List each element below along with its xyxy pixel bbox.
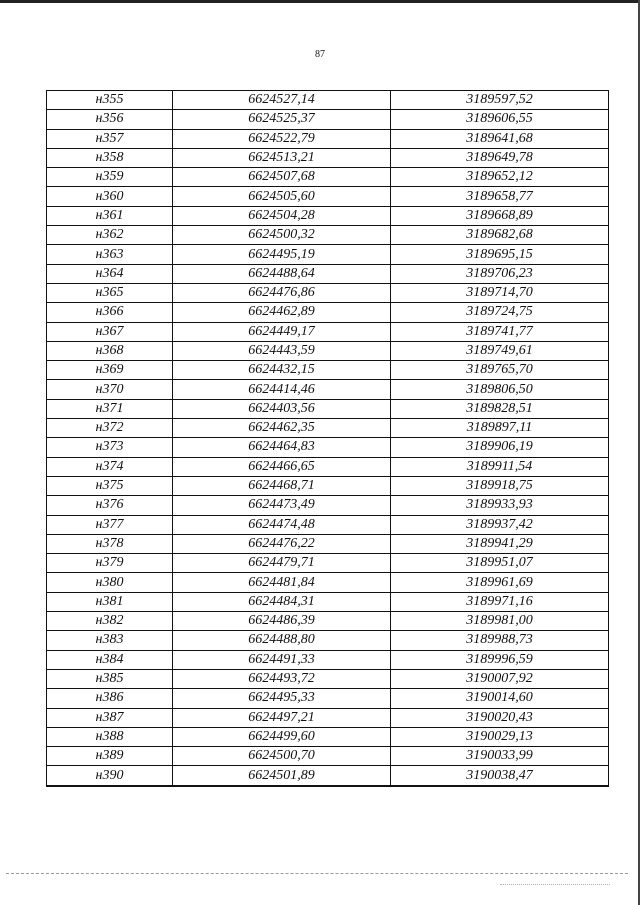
x-coordinate-cell: 6624493,72 bbox=[173, 669, 391, 688]
point-id-cell: н386 bbox=[47, 689, 173, 708]
scan-artifact-line bbox=[6, 873, 628, 875]
table-row bbox=[47, 361, 609, 380]
x-coordinate-cell: 6624501,89 bbox=[173, 766, 391, 786]
y-coordinate-cell: 3189668,89 bbox=[391, 206, 609, 225]
y-coordinate-cell: 3189765,70 bbox=[391, 361, 609, 380]
x-coordinate-cell: 6624505,60 bbox=[173, 187, 391, 206]
point-id-cell: н373 bbox=[47, 438, 173, 457]
y-coordinate-cell: 3189724,75 bbox=[391, 303, 609, 322]
point-id-cell: н364 bbox=[47, 264, 173, 283]
y-coordinate-cell: 3190014,60 bbox=[391, 689, 609, 708]
x-coordinate-cell: 6624462,89 bbox=[173, 303, 391, 322]
table-row bbox=[47, 554, 609, 573]
point-id-cell: н369 bbox=[47, 361, 173, 380]
table-row bbox=[47, 129, 609, 148]
y-coordinate-cell: 3189906,19 bbox=[391, 438, 609, 457]
table-row bbox=[47, 515, 609, 534]
y-coordinate-cell: 3189996,59 bbox=[391, 650, 609, 669]
table-row bbox=[47, 303, 609, 322]
y-coordinate-cell: 3189714,70 bbox=[391, 283, 609, 302]
x-coordinate-cell: 6624466,65 bbox=[173, 457, 391, 476]
point-id-cell: н363 bbox=[47, 245, 173, 264]
point-id-cell: н384 bbox=[47, 650, 173, 669]
y-coordinate-cell: 3189695,15 bbox=[391, 245, 609, 264]
point-id-cell: н362 bbox=[47, 226, 173, 245]
x-coordinate-cell: 6624495,19 bbox=[173, 245, 391, 264]
table-row bbox=[47, 91, 609, 110]
x-coordinate-cell: 6624497,21 bbox=[173, 708, 391, 727]
x-coordinate-cell: 6624525,37 bbox=[173, 110, 391, 129]
y-coordinate-cell: 3190029,13 bbox=[391, 727, 609, 746]
x-coordinate-cell: 6624484,31 bbox=[173, 592, 391, 611]
point-id-cell: н377 bbox=[47, 515, 173, 534]
y-coordinate-cell: 3189961,69 bbox=[391, 573, 609, 592]
point-id-cell: н356 bbox=[47, 110, 173, 129]
table-row bbox=[47, 708, 609, 727]
y-coordinate-cell: 3189641,68 bbox=[391, 129, 609, 148]
page-number: 87 bbox=[315, 49, 325, 60]
x-coordinate-cell: 6624479,71 bbox=[173, 554, 391, 573]
y-coordinate-cell: 3189749,61 bbox=[391, 341, 609, 360]
x-coordinate-cell: 6624507,68 bbox=[173, 168, 391, 187]
y-coordinate-cell: 3189951,07 bbox=[391, 554, 609, 573]
point-id-cell: н388 bbox=[47, 727, 173, 746]
point-id-cell: н376 bbox=[47, 496, 173, 515]
table-row bbox=[47, 496, 609, 515]
point-id-cell: н368 bbox=[47, 341, 173, 360]
x-coordinate-cell: 6624481,84 bbox=[173, 573, 391, 592]
table-row bbox=[47, 727, 609, 746]
y-coordinate-cell: 3189606,55 bbox=[391, 110, 609, 129]
x-coordinate-cell: 6624449,17 bbox=[173, 322, 391, 341]
x-coordinate-cell: 6624464,83 bbox=[173, 438, 391, 457]
table-row bbox=[47, 148, 609, 167]
y-coordinate-cell: 3189971,16 bbox=[391, 592, 609, 611]
x-coordinate-cell: 6624414,46 bbox=[173, 380, 391, 399]
x-coordinate-cell: 6624443,59 bbox=[173, 341, 391, 360]
x-coordinate-cell: 6624468,71 bbox=[173, 476, 391, 495]
y-coordinate-cell: 3189937,42 bbox=[391, 515, 609, 534]
point-id-cell: н360 bbox=[47, 187, 173, 206]
x-coordinate-cell: 6624462,35 bbox=[173, 419, 391, 438]
point-id-cell: н374 bbox=[47, 457, 173, 476]
table-row bbox=[47, 747, 609, 766]
table-row bbox=[47, 264, 609, 283]
table-row bbox=[47, 110, 609, 129]
x-coordinate-cell: 6624513,21 bbox=[173, 148, 391, 167]
point-id-cell: н372 bbox=[47, 419, 173, 438]
table-row bbox=[47, 206, 609, 225]
y-coordinate-cell: 3189706,23 bbox=[391, 264, 609, 283]
table-row bbox=[47, 341, 609, 360]
y-coordinate-cell: 3189741,77 bbox=[391, 322, 609, 341]
point-id-cell: н387 bbox=[47, 708, 173, 727]
x-coordinate-cell: 6624500,32 bbox=[173, 226, 391, 245]
point-id-cell: н361 bbox=[47, 206, 173, 225]
table-row bbox=[47, 612, 609, 631]
point-id-cell: н390 bbox=[47, 766, 173, 786]
point-id-cell: н355 bbox=[47, 91, 173, 110]
x-coordinate-cell: 6624476,22 bbox=[173, 534, 391, 553]
point-id-cell: н378 bbox=[47, 534, 173, 553]
coordinates-table bbox=[46, 90, 609, 787]
table-row bbox=[47, 457, 609, 476]
table-row bbox=[47, 689, 609, 708]
x-coordinate-cell: 6624491,33 bbox=[173, 650, 391, 669]
point-id-cell: н383 bbox=[47, 631, 173, 650]
table-row bbox=[47, 534, 609, 553]
table-row bbox=[47, 766, 609, 786]
x-coordinate-cell: 6624486,39 bbox=[173, 612, 391, 631]
y-coordinate-cell: 3189658,77 bbox=[391, 187, 609, 206]
table-row bbox=[47, 168, 609, 187]
table-row bbox=[47, 573, 609, 592]
y-coordinate-cell: 3189682,68 bbox=[391, 226, 609, 245]
point-id-cell: н370 bbox=[47, 380, 173, 399]
y-coordinate-cell: 3189597,52 bbox=[391, 91, 609, 110]
y-coordinate-cell: 3190033,99 bbox=[391, 747, 609, 766]
point-id-cell: н380 bbox=[47, 573, 173, 592]
table-row bbox=[47, 226, 609, 245]
y-coordinate-cell: 3189981,00 bbox=[391, 612, 609, 631]
y-coordinate-cell: 3189652,12 bbox=[391, 168, 609, 187]
y-coordinate-cell: 3190007,92 bbox=[391, 669, 609, 688]
x-coordinate-cell: 6624488,80 bbox=[173, 631, 391, 650]
y-coordinate-cell: 3189897,11 bbox=[391, 419, 609, 438]
point-id-cell: н366 bbox=[47, 303, 173, 322]
y-coordinate-cell: 3189941,29 bbox=[391, 534, 609, 553]
scan-artifact-line bbox=[500, 884, 610, 886]
y-coordinate-cell: 3189806,50 bbox=[391, 380, 609, 399]
x-coordinate-cell: 6624403,56 bbox=[173, 399, 391, 418]
x-coordinate-cell: 6624504,28 bbox=[173, 206, 391, 225]
y-coordinate-cell: 3190038,47 bbox=[391, 766, 609, 786]
y-coordinate-cell: 3189918,75 bbox=[391, 476, 609, 495]
table-row bbox=[47, 592, 609, 611]
table-row bbox=[47, 322, 609, 341]
y-coordinate-cell: 3189988,73 bbox=[391, 631, 609, 650]
x-coordinate-cell: 6624500,70 bbox=[173, 747, 391, 766]
x-coordinate-cell: 6624432,15 bbox=[173, 361, 391, 380]
x-coordinate-cell: 6624476,86 bbox=[173, 283, 391, 302]
x-coordinate-cell: 6624473,49 bbox=[173, 496, 391, 515]
table-row bbox=[47, 399, 609, 418]
y-coordinate-cell: 3189933,93 bbox=[391, 496, 609, 515]
table-row bbox=[47, 438, 609, 457]
x-coordinate-cell: 6624527,14 bbox=[173, 91, 391, 110]
x-coordinate-cell: 6624495,33 bbox=[173, 689, 391, 708]
coordinates-table-body bbox=[47, 91, 609, 786]
point-id-cell: н358 bbox=[47, 148, 173, 167]
table-row bbox=[47, 669, 609, 688]
x-coordinate-cell: 6624488,64 bbox=[173, 264, 391, 283]
point-id-cell: н389 bbox=[47, 747, 173, 766]
point-id-cell: н357 bbox=[47, 129, 173, 148]
table-row bbox=[47, 245, 609, 264]
table-row bbox=[47, 187, 609, 206]
point-id-cell: н375 bbox=[47, 476, 173, 495]
point-id-cell: н359 bbox=[47, 168, 173, 187]
scan-top-edge bbox=[0, 0, 640, 3]
table-row bbox=[47, 631, 609, 650]
x-coordinate-cell: 6624474,48 bbox=[173, 515, 391, 534]
table-row bbox=[47, 419, 609, 438]
x-coordinate-cell: 6624499,60 bbox=[173, 727, 391, 746]
table-row bbox=[47, 283, 609, 302]
point-id-cell: н379 bbox=[47, 554, 173, 573]
y-coordinate-cell: 3190020,43 bbox=[391, 708, 609, 727]
y-coordinate-cell: 3189911,54 bbox=[391, 457, 609, 476]
point-id-cell: н385 bbox=[47, 669, 173, 688]
point-id-cell: н381 bbox=[47, 592, 173, 611]
x-coordinate-cell: 6624522,79 bbox=[173, 129, 391, 148]
table-row bbox=[47, 380, 609, 399]
table-row bbox=[47, 476, 609, 495]
y-coordinate-cell: 3189649,78 bbox=[391, 148, 609, 167]
point-id-cell: н382 bbox=[47, 612, 173, 631]
y-coordinate-cell: 3189828,51 bbox=[391, 399, 609, 418]
table-row bbox=[47, 650, 609, 669]
point-id-cell: н371 bbox=[47, 399, 173, 418]
point-id-cell: н367 bbox=[47, 322, 173, 341]
point-id-cell: н365 bbox=[47, 283, 173, 302]
